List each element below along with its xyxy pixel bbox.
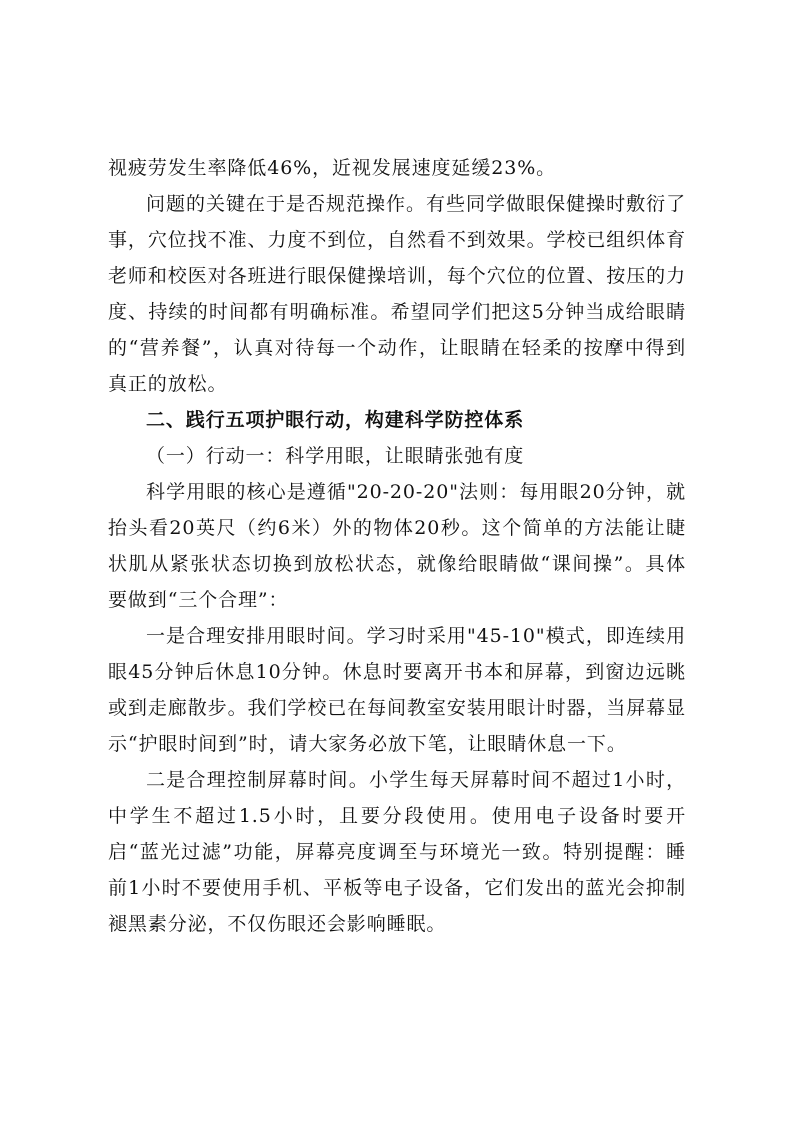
paragraph-continuation: 视疲劳发生率降低46%，近视发展速度延缓23%。 [108, 157, 557, 179]
section-heading: 二、践行五项护眼行动，构建科学防控体系 [146, 409, 525, 431]
paragraph-screen-time: 二是合理控制屏幕时间。小学生每天屏幕时间不超过1小时，中学生不超过1.5小时，且要分段使用。使用电子设备时要开启“蓝光过滤”功能，屏幕亮度调至与环境光一致。特别提醒：睡前1小时不要使用手机、平板等电子设备，它们发出的蓝光会抑制褪黑素分泌，不仅伤眼还会影响睡眠。 [108, 769, 686, 935]
paragraph-20-20-20-rule: 科学用眼的核心是遵循"20-20-20"法则：每用眼20分钟，就抬头看20英尺（约6米）外的物体20秒。这个简单的方法能让睫状肌从紧张状态切换到放松状态，就像给眼睛做“课间操”。具体要做到“三个合理”： [108, 481, 686, 611]
paragraph-eye-exercise-key: 问题的关键在于是否规范操作。有些同学做眼保健操时敷衍了事，穴位找不准、力度不到位，自然看不到效果。学校已组织体育老师和校医对各班进行眼保健操培训，每个穴位的位置、按压的力度、持续的时间都有明确标准。希望同学们把这5分钟当成给眼睛的“营养餐”，认真对待每一个动作，让眼睛在轻柔的按摩中得到真正的放松。 [108, 193, 686, 395]
document-body [108, 150, 686, 942]
subsection-heading: （一）行动一：科学用眼，让眼睛张弛有度 [146, 445, 525, 467]
paragraph-eye-time: 一是合理安排用眼时间。学习时采用"45-10"模式，即连续用眼45分钟后休息10分钟。休息时要离开书本和屏幕，到窗边远眺或到走廊散步。我们学校已在每间教室安装用眼计时器，当屏幕显示“护眼时间到”时，请大家务必放下笔，让眼睛休息一下。 [108, 625, 686, 755]
